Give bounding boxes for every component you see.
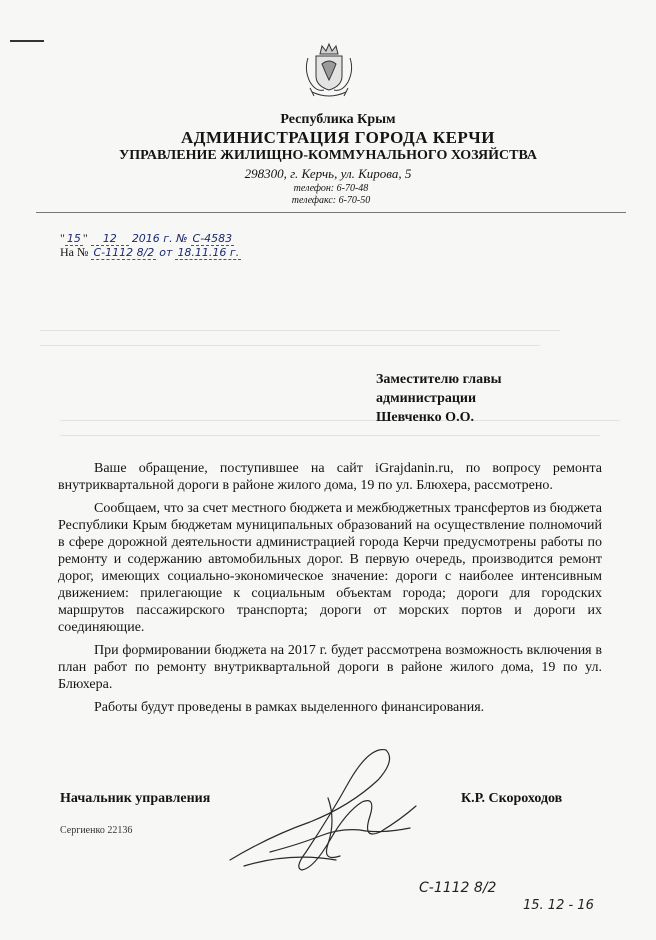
bleed-through-line <box>60 435 600 436</box>
fax: телефакс: 6-70-50 <box>291 195 371 206</box>
body-paragraph: Работы будут проведены в рамках выделенного финансирования. <box>94 700 485 715</box>
administration-name: АДМИНИСТРАЦИЯ ГОРОДА КЕРЧИ <box>180 128 495 147</box>
ref-date: 18.11.16 г. <box>177 246 240 259</box>
letter-body <box>58 460 602 722</box>
note-date: 15. 12 - 16 <box>523 898 594 913</box>
ref-prefix: На № <box>60 245 89 259</box>
reg-outgoing-number: С-4583 <box>192 232 233 245</box>
addressee-line: администрации <box>376 391 477 406</box>
bleed-through-line <box>60 420 620 421</box>
scan-mark <box>10 40 44 42</box>
ref-suffix: от <box>159 246 173 259</box>
bleed-through-line <box>40 345 540 346</box>
phone: телефон: 6-70-48 <box>293 183 369 194</box>
address: 298300, г. Керчь, ул. Кирова, 5 <box>244 166 412 181</box>
addressee-line: Шевченко О.О. <box>376 410 474 425</box>
letterhead-divider <box>36 212 626 213</box>
handwritten-note <box>415 878 625 928</box>
addressee-block <box>376 370 502 427</box>
addressee-line: Заместителю главы <box>376 372 502 387</box>
coat-of-arms-icon <box>302 40 356 102</box>
reg-year-prefix: 2016 г. № <box>131 232 188 245</box>
incoming-reference <box>60 245 241 260</box>
ref-number: С-1112 8/2 <box>93 246 155 259</box>
body-paragraph: Ваше обращение, поступившее на сайт iGrajdanin.ru, по вопросу ремонта внутриквартальной дороги в районе жилого дома, 19 по ул. Блюхера, рассмотрено. <box>58 461 602 493</box>
signatory-role: Начальник управления <box>60 791 211 806</box>
republic-name: Республика Крым <box>280 112 396 127</box>
note-number: С-1112 8/2 <box>419 880 497 896</box>
department-name: УПРАВЛЕНИЕ ЖИЛИЩНО-КОММУНАЛЬНОГО ХОЗЯЙСТВА <box>118 148 538 163</box>
outgoing-registration: " 15 " 12 2016 г. № С-4583 <box>60 231 233 245</box>
body-paragraph: При формировании бюджета на 2017 г. будет рассмотрена возможность включения в план работ по ремонту внутриквартальной дороги в районе жилого дома, 19 по ул. Блюхера. <box>58 643 602 692</box>
handwritten-signature <box>210 740 450 880</box>
reg-day: 15 <box>66 232 81 245</box>
executor-note: Сергиенко 22136 <box>60 825 133 836</box>
bleed-through-line <box>40 330 560 331</box>
reg-month: 12 <box>91 232 129 246</box>
signatory-name: К.Р. Скороходов <box>461 791 563 806</box>
body-paragraph: Сообщаем, что за счет местного бюджета и межбюджетных трансфертов из бюджета Республики Крым бюджетам муниципальных образований на осуществление полномочий в сфере дорожной деятельности администрацией города Керчи предусмотрены работы по ремонту и содержанию автомобильных дорог. В первую очередь, производится ремонт дорог, имеющих социально-экономическое значение: дороги с наиболее интенсивным движением: прилегающие к социальным объектам города; дороги для городских маршрутов пассажирского транспорта; дороги от морских портов и дороги их соединяющие. <box>58 501 602 635</box>
